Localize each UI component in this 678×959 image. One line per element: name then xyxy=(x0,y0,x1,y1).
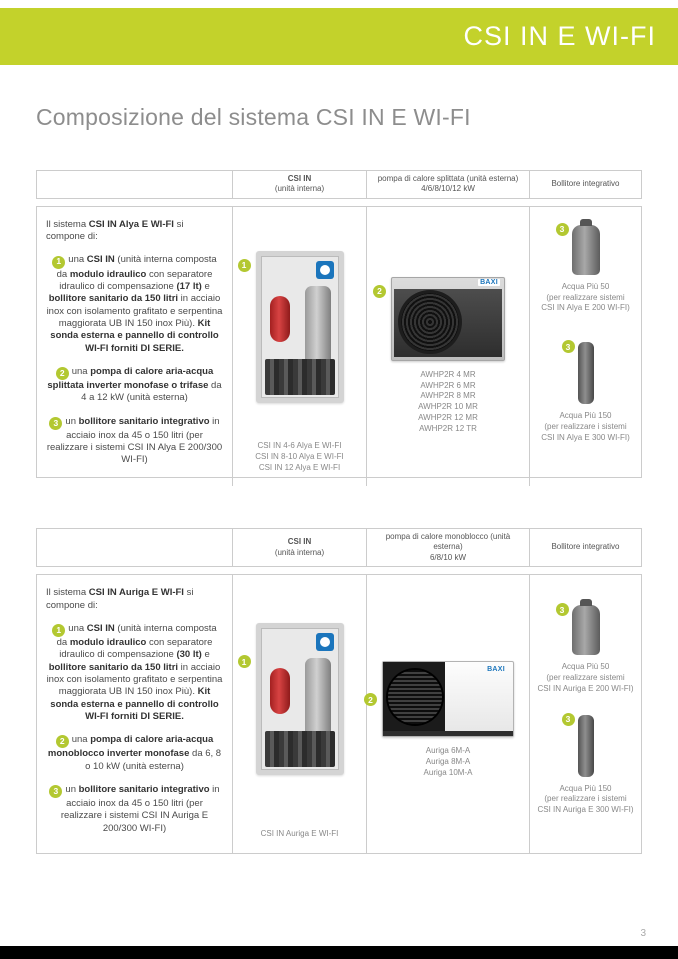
baxi-logo-icon xyxy=(316,633,334,651)
col-header-indoor: CSI IN (unità interna) xyxy=(232,171,366,198)
indoor-unit-cell xyxy=(232,575,366,854)
boiler-small-image xyxy=(572,605,600,655)
item-text: una pompa di calore aria-acqua monoblocco inverter monofase da 6, 8 o 10 kW (unità esterna) xyxy=(47,734,222,772)
component-item-2 xyxy=(46,734,223,773)
product-number-badge: 3 xyxy=(556,223,569,236)
fan-icon xyxy=(401,293,459,351)
storage-tank xyxy=(305,658,331,738)
boiler-small-image xyxy=(572,225,600,275)
outdoor-unit-cell xyxy=(366,207,529,486)
col-header-indoor: CSI IN (unità interna) xyxy=(232,529,366,566)
table-header-row xyxy=(36,170,642,199)
product-number-badge: 1 xyxy=(238,655,251,668)
system-table-alya xyxy=(36,170,642,478)
product-number-badge: 2 xyxy=(364,693,377,706)
item-number-badge: 1 xyxy=(52,256,65,269)
hydraulic-pipes xyxy=(265,359,335,395)
boiler-large-caption: Acqua Più 150 (per realizzare i sistemi CSI IN Auriga E 300 WI-FI) xyxy=(537,783,634,815)
outdoor-unit-caption: Auriga 6M-A Auriga 8M-A Auriga 10M-A xyxy=(423,746,473,777)
indoor-unit-image xyxy=(256,623,344,775)
component-item-3 xyxy=(46,784,223,835)
outdoor-unit-cell xyxy=(366,575,529,854)
boiler-large-group xyxy=(537,715,633,816)
boiler-large-group xyxy=(541,342,629,443)
boiler-large-image xyxy=(578,342,594,404)
indoor-unit-image xyxy=(256,251,344,403)
system-description-cell xyxy=(37,575,232,854)
system-description-cell xyxy=(37,207,232,486)
boiler-cell xyxy=(529,575,641,854)
table-body-row xyxy=(36,206,642,478)
product-number-badge: 3 xyxy=(562,713,575,726)
boiler-small-group xyxy=(537,605,633,694)
product-number-badge: 3 xyxy=(562,340,575,353)
item-text: una CSI IN (unità interna composta da modulo idraulico con separatore idraulico di compensazione (17 lt) e bollitore sanitario da 150 litri in acciaio inox con isolamento grafitato e serpentina maggiorata UB IN 150 inox Più). Kit sonda esterna e pannello di controllo WI-FI forniti DI SERIE. xyxy=(46,254,223,354)
storage-tank xyxy=(305,286,331,366)
item-text: un bollitore sanitario integrativo in acciaio inox da 45 o 150 litri (per realizzare i sistemi CSI IN Auriga E 200/300 WI-FI) xyxy=(60,784,220,834)
banner-title: CSI IN E WI-FI xyxy=(463,21,656,51)
product-number-badge: 1 xyxy=(238,259,251,272)
col-header-boiler: Bollitore integrativo xyxy=(529,529,641,566)
product-number-badge: 2 xyxy=(373,285,386,298)
indoor-unit-caption: CSI IN 4-6 Alya E WI-FI CSI IN 8-10 Alya E WI-FI CSI IN 12 Alya E WI-FI xyxy=(255,441,344,472)
col-header-empty xyxy=(37,171,232,198)
header-banner xyxy=(0,8,678,65)
col-header-boiler: Bollitore integrativo xyxy=(529,171,641,198)
component-item-3 xyxy=(46,416,223,467)
col-header-empty xyxy=(37,529,232,566)
item-text: un bollitore sanitario integrativo in acciaio inox da 45 o 150 litri (per realizzare i sistemi CSI IN Alya E 200/300 WI-FI) xyxy=(46,415,223,466)
hydraulic-pipes xyxy=(265,731,335,767)
page-title: Composizione del sistema CSI IN E WI-FI xyxy=(36,104,471,130)
table-header-row xyxy=(36,528,642,567)
outdoor-unit-caption: AWHP2R 4 MR AWHP2R 6 MR AWHP2R 8 MR AWHP2R 10 MR AWHP2R 12 MR AWHP2R 12 TR xyxy=(418,369,478,433)
baxi-logo-icon xyxy=(316,261,334,279)
system-table-auriga xyxy=(36,528,642,854)
item-number-badge: 3 xyxy=(49,417,62,430)
product-number-badge: 3 xyxy=(556,603,569,616)
component-item-1 xyxy=(46,623,223,723)
col-header-outdoor: pompa di calore splittata (unità esterna) 4/6/8/10/12 kW xyxy=(366,171,529,198)
component-item-1 xyxy=(46,254,223,354)
item-text: una pompa di calore aria-acqua splittata inverter monofase o trifase da 4 a 12 kW (unità esterna) xyxy=(47,365,222,404)
expansion-vessel xyxy=(270,296,290,342)
page-number: 3 xyxy=(640,928,646,939)
outdoor-monoblock-unit-image xyxy=(382,661,514,737)
indoor-unit-cell xyxy=(232,207,366,486)
bottom-bar xyxy=(0,946,678,959)
item-text: una CSI IN (unità interna composta da modulo idraulico con separatore idraulico di compensazione (30 lt) e bollitore sanitario da 150 litri in acciaio inox con isolamento grafitato e serpentina maggiorata UB IN 150 inox Più). Kit sonda esterna e pannello di controllo WI-FI forniti DI SERIE. xyxy=(46,622,223,722)
boiler-small-group xyxy=(541,225,629,314)
col-header-outdoor: pompa di calore monoblocco (unità esterna) 6/8/10 kW xyxy=(366,529,529,566)
baxi-brand-label: BAXI xyxy=(480,278,498,286)
item-number-badge: 1 xyxy=(52,624,65,637)
item-number-badge: 3 xyxy=(49,785,62,798)
unit-base xyxy=(383,731,513,736)
component-item-2 xyxy=(46,366,223,405)
fan-icon xyxy=(388,670,442,724)
boiler-small-caption: Acqua Più 50 (per realizzare sistemi CSI IN Auriga E 200 WI-FI) xyxy=(537,662,634,693)
expansion-vessel xyxy=(270,668,290,714)
boiler-small-caption: Acqua Più 50 (per realizzare sistemi CSI IN Alya E 200 WI-FI) xyxy=(541,281,630,313)
system-intro: Il sistema CSI IN Alya E WI-FI si compone di: xyxy=(46,218,184,243)
table-body-row xyxy=(36,574,642,854)
indoor-unit-caption: CSI IN Auriga E WI-FI xyxy=(260,829,339,839)
item-number-badge: 2 xyxy=(56,367,69,380)
outdoor-split-unit-image xyxy=(391,277,505,361)
item-number-badge: 2 xyxy=(56,735,69,748)
baxi-brand-label: BAXI xyxy=(487,666,505,674)
system-intro: Il sistema CSI IN Auriga E WI-FI si compone di: xyxy=(46,587,194,611)
boiler-large-image xyxy=(578,715,594,777)
boiler-large-caption: Acqua Più 150 (per realizzare i sistemi CSI IN Alya E 300 WI-FI) xyxy=(541,411,630,442)
boiler-cell xyxy=(529,207,641,486)
